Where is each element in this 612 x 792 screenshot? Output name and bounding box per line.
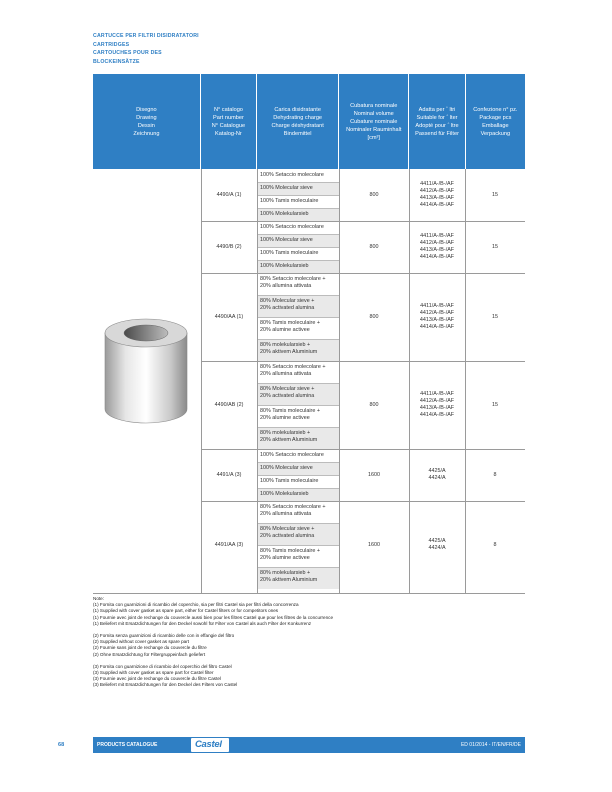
filter-code: 4414/A-/B-/AF [419, 202, 455, 208]
charge-divider [257, 317, 339, 318]
header-part-number: N° catalogo Part number N° Catalogue Katalog-Nr [200, 74, 256, 169]
charge-line: 20% aktivem Aluminium [260, 577, 318, 583]
charge-text [260, 224, 338, 231]
charge-text [260, 320, 338, 334]
row-divider [201, 449, 525, 450]
filter-code: 4411/A-/B-/AF [420, 233, 454, 239]
filter-code: 4413/A-/B-/AF [419, 405, 455, 411]
charge-divider [257, 247, 339, 248]
filter-code: 4425/A [428, 538, 446, 544]
title-it: CARTUCCE PER FILTRI DISIDRATATORI [93, 33, 199, 39]
part-number: 4490/B (2) [216, 243, 242, 250]
charge-line: 20% allumina attivata [260, 371, 312, 377]
charge-divider [257, 383, 339, 384]
charge-text [260, 198, 338, 205]
charge-text [260, 276, 338, 290]
cartridge-table [93, 169, 525, 594]
charge-text [260, 452, 338, 459]
charge-text [260, 465, 338, 472]
charge-line: 20% allumina attivata [260, 283, 312, 289]
page-footer [93, 737, 525, 753]
package-pcs: 15 [492, 243, 498, 250]
header-volume: Cubatura nominale Nominal volume Cubature nominale Nominaler Rauminhalt [cm³] [338, 74, 408, 169]
nominal-volume: 800 [369, 243, 379, 250]
charge-text [260, 185, 338, 192]
charge-line: 20% allumina attivata [260, 511, 312, 517]
charge-line: 80% molekularsieb + [260, 430, 311, 436]
charge-text [260, 430, 338, 444]
charge-line: 80% molekularsieb + [260, 342, 311, 348]
filter-code: 4414/A-/B-/AF [419, 412, 455, 418]
filter-code: 4413/A-/B-/AF [419, 195, 455, 201]
filter-list [409, 303, 465, 331]
filter-code: 4411/A-/B-/AF [420, 303, 454, 309]
charge-line: 80% Molecular sieve + [260, 386, 315, 392]
charge-line: 20% aktivem Aluminium [260, 349, 318, 355]
nominal-volume: 1600 [368, 541, 380, 548]
charge-line: 80% Tamis moleculaire + [260, 408, 320, 414]
header-filter: Adatta per ˆ ltri Suitable for ˆ lter Adopté pour ˆ ltre Passend für Filter [408, 74, 464, 169]
charge-divider [257, 488, 339, 489]
charge-text [260, 298, 338, 312]
charge-line: 100% Molekularsieb [260, 263, 309, 269]
charge-line: 20% aktivem Aluminium [260, 437, 318, 443]
row-divider [201, 273, 525, 274]
filter-code: 4414/A-/B-/AF [419, 254, 455, 260]
charge-text [260, 364, 338, 378]
charge-line: 100% Molecular sieve [260, 465, 313, 471]
charge-line: 80% Tamis moleculaire + [260, 320, 320, 326]
nominal-volume: 800 [369, 191, 379, 198]
package-pcs: 15 [492, 313, 498, 320]
charge-line: 20% alumine activee [260, 555, 310, 561]
charge-line: 20% activated alumina [260, 393, 315, 399]
charge-text [260, 491, 338, 498]
charge-divider [257, 475, 339, 476]
filter-code: 4413/A-/B-/AF [419, 247, 455, 253]
charge-line: 100% Molekularsieb [260, 211, 309, 217]
charge-line: 100% Molecular sieve [260, 237, 313, 243]
charge-text [260, 237, 338, 244]
charge-line: 20% activated alumina [260, 533, 315, 539]
charge-divider [257, 567, 339, 568]
filter-list [409, 538, 465, 552]
charge-text [260, 250, 338, 257]
charge-text [260, 211, 338, 218]
cartridge-drawing-icon [93, 169, 201, 593]
nominal-volume: 800 [369, 401, 379, 408]
charge-line: 80% Tamis moleculaire + [260, 548, 320, 554]
part-number: 4490/A (1) [216, 191, 242, 198]
charge-text [260, 386, 338, 400]
column-divider [339, 169, 340, 593]
title-en: CARTRIDGES [93, 41, 130, 48]
filter-code: 4412/A-/B-/AF [419, 310, 455, 316]
filter-list [409, 468, 465, 482]
charge-line: 20% activated alumina [260, 305, 315, 311]
drawing-cell [93, 169, 202, 593]
package-pcs: 8 [493, 471, 497, 478]
charge-line: 100% Setaccio molecolare [260, 452, 324, 458]
column-divider [409, 169, 410, 593]
charge-text [260, 504, 338, 518]
filter-code: 4424/A [428, 475, 446, 481]
nominal-volume: 800 [369, 313, 379, 320]
filter-code: 4425/A [428, 468, 446, 474]
charge-line: 20% alumine activee [260, 327, 310, 333]
castel-logo: Castel [191, 738, 229, 752]
charge-divider [257, 427, 339, 428]
row-divider [201, 361, 525, 362]
charge-divider [257, 234, 339, 235]
charge-divider [257, 405, 339, 406]
charge-line: 100% Tamis moleculaire [260, 478, 319, 484]
charge-line: 100% Tamis moleculaire [260, 198, 319, 204]
charge-line: 100% Setaccio molecolare [260, 224, 324, 230]
column-divider [465, 169, 466, 593]
header-drawing: Disegno Drawing Dessin Zeichnung [133, 106, 160, 137]
charge-text [260, 263, 338, 270]
charge-divider [257, 182, 339, 183]
charge-line: 80% Setaccio molecolare + [260, 504, 326, 510]
charge-divider [257, 462, 339, 463]
document-titles [93, 32, 199, 66]
charge-line: 80% Molecular sieve + [260, 526, 315, 532]
filter-list [409, 233, 465, 261]
charge-divider [257, 523, 339, 524]
column-divider [257, 169, 258, 593]
charge-line: 80% Setaccio molecolare + [260, 276, 326, 282]
filter-code: 4412/A-/B-/AF [419, 240, 455, 246]
header-package: Confezione n° pz. Package pcs Emballage Verpackung [465, 74, 525, 169]
charge-divider [257, 208, 339, 209]
charge-line: 100% Setaccio molecolare [260, 172, 324, 178]
charge-divider [257, 295, 339, 296]
part-number: 4490/AB (2) [214, 401, 244, 408]
charge-line: 100% Tamis moleculaire [260, 250, 319, 256]
nominal-volume: 1600 [368, 471, 380, 478]
charge-text [260, 526, 338, 540]
charge-divider [257, 195, 339, 196]
part-number: 4491/AA (3) [214, 541, 244, 548]
charge-divider [257, 339, 339, 340]
row-divider [201, 501, 525, 502]
filter-code: 4414/A-/B-/AF [419, 324, 455, 330]
charge-divider [257, 260, 339, 261]
page-number: 68 [58, 742, 65, 748]
part-number: 4491/A (3) [216, 471, 242, 478]
charge-divider [257, 545, 339, 546]
charge-line: 80% Setaccio molecolare + [260, 364, 326, 370]
footnotes: Note: (1) Fornita con guarnizioni di ricambio del coperchio, sia per filtri Castel sia per filtri della concorrenza (1) Supplied with cover gasket as spare part, either for Castel filters or for competitors ones (1) Fournie avec joint de rechange du couvercle aussi bien pour les filtres Castel que pour les filtres de la concurrence (1) Beliefert mit Ersatzdichtungen für den Deckel sowohl für Filter von Castel als auch Filter der Konkurrenz (2) Fornita senza guarnizioni di ricambio delle con in effangie del filtro (2) Supplied without cover gasket as spare part (2) Fournie sans joint de rechange du couvercle du filtre (2) Ohne Ersatzdichtung für Filtergruppeinfach geliefert (3) Fornita con guarnizione di ricambio del coperchio del filtro Castel (3) Supplied with cover gasket as spare part for Castel filter (3) Fournie avec joint de rechange du couvercle du filtre Castel (3) Beliefert mit Ersatzdichtungen für den Deckel des Filters von Castel [93, 596, 334, 688]
charge-line: 80% molekularsieb + [260, 570, 311, 576]
charge-line: 100% Molekularsieb [260, 491, 309, 497]
filter-code: 4411/A-/B-/AF [420, 181, 454, 187]
filter-code: 4413/A-/B-/AF [419, 317, 455, 323]
footer-catalogue-label: PRODUCTS CATALOGUE [97, 742, 158, 748]
header-charge: Carica disidratante Dehydrating charge Charge déshydratant Bindemittel [256, 74, 338, 169]
filter-code: 4412/A-/B-/AF [419, 398, 455, 404]
charge-text [260, 172, 338, 179]
part-number: 4490/AA (1) [214, 313, 244, 320]
table-header [93, 74, 525, 169]
package-pcs: 15 [492, 191, 498, 198]
filter-code: 4412/A-/B-/AF [419, 188, 455, 194]
charge-text [260, 408, 338, 422]
filter-list [409, 391, 465, 419]
charge-line: 100% Molecular sieve [260, 185, 313, 191]
package-pcs: 8 [493, 541, 497, 548]
notes-title: Note: [93, 596, 104, 601]
package-pcs: 15 [492, 401, 498, 408]
charge-text [260, 342, 338, 356]
filter-code: 4424/A [428, 545, 446, 551]
filter-list [409, 181, 465, 209]
charge-text [260, 570, 338, 584]
charge-text [260, 548, 338, 562]
charge-text [260, 478, 338, 485]
filter-code: 4411/A-/B-/AF [420, 391, 454, 397]
footer-edition: ED 01/2014 - IT/EN/FR/DE [460, 742, 521, 748]
charge-line: 20% alumine activee [260, 415, 310, 421]
title-fr: CARTOUCHES POUR DES [93, 50, 162, 56]
charge-line: 80% Molecular sieve + [260, 298, 315, 304]
title-de: BLOCKEINSÄTZE [93, 58, 140, 65]
row-divider [201, 221, 525, 222]
